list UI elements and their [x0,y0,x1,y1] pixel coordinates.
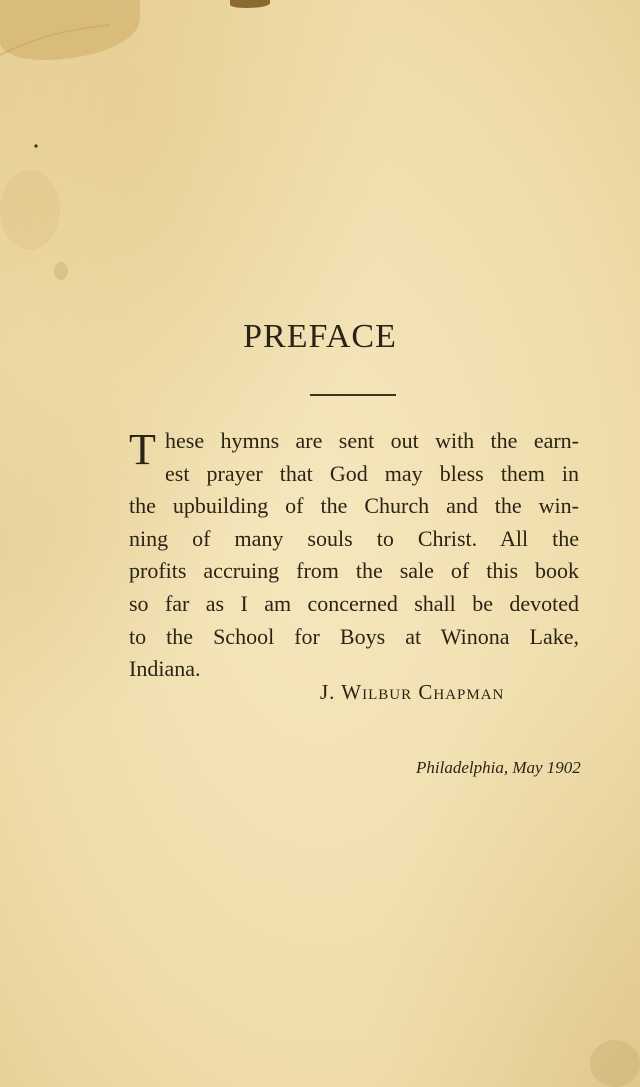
paragraph-line: est prayer that God may bless them in [165,460,579,486]
paragraph-line: to the School for Boys at Winona Lake, [129,623,579,649]
preface-paragraph [129,425,579,686]
paragraph-line: so far as I am concerned shall be devoted [129,590,579,616]
paragraph-line: the upbuilding of the Church and the win- [129,493,579,519]
paragraph-line: ning of many souls to Christ. All the [129,525,579,551]
paragraph-line: Indiana. [129,656,201,682]
page-title: PREFACE [243,318,397,355]
paragraph-line: profits accruing from the sale of this book [129,558,579,584]
paragraph-line: hese hymns are sent out with the earn- [165,428,579,453]
author-signature: J. Wilbur Chapman [320,680,505,704]
dateline: Philadelphia, May 1902 [416,758,581,777]
title-divider [310,394,396,396]
drop-cap: T [129,425,156,474]
